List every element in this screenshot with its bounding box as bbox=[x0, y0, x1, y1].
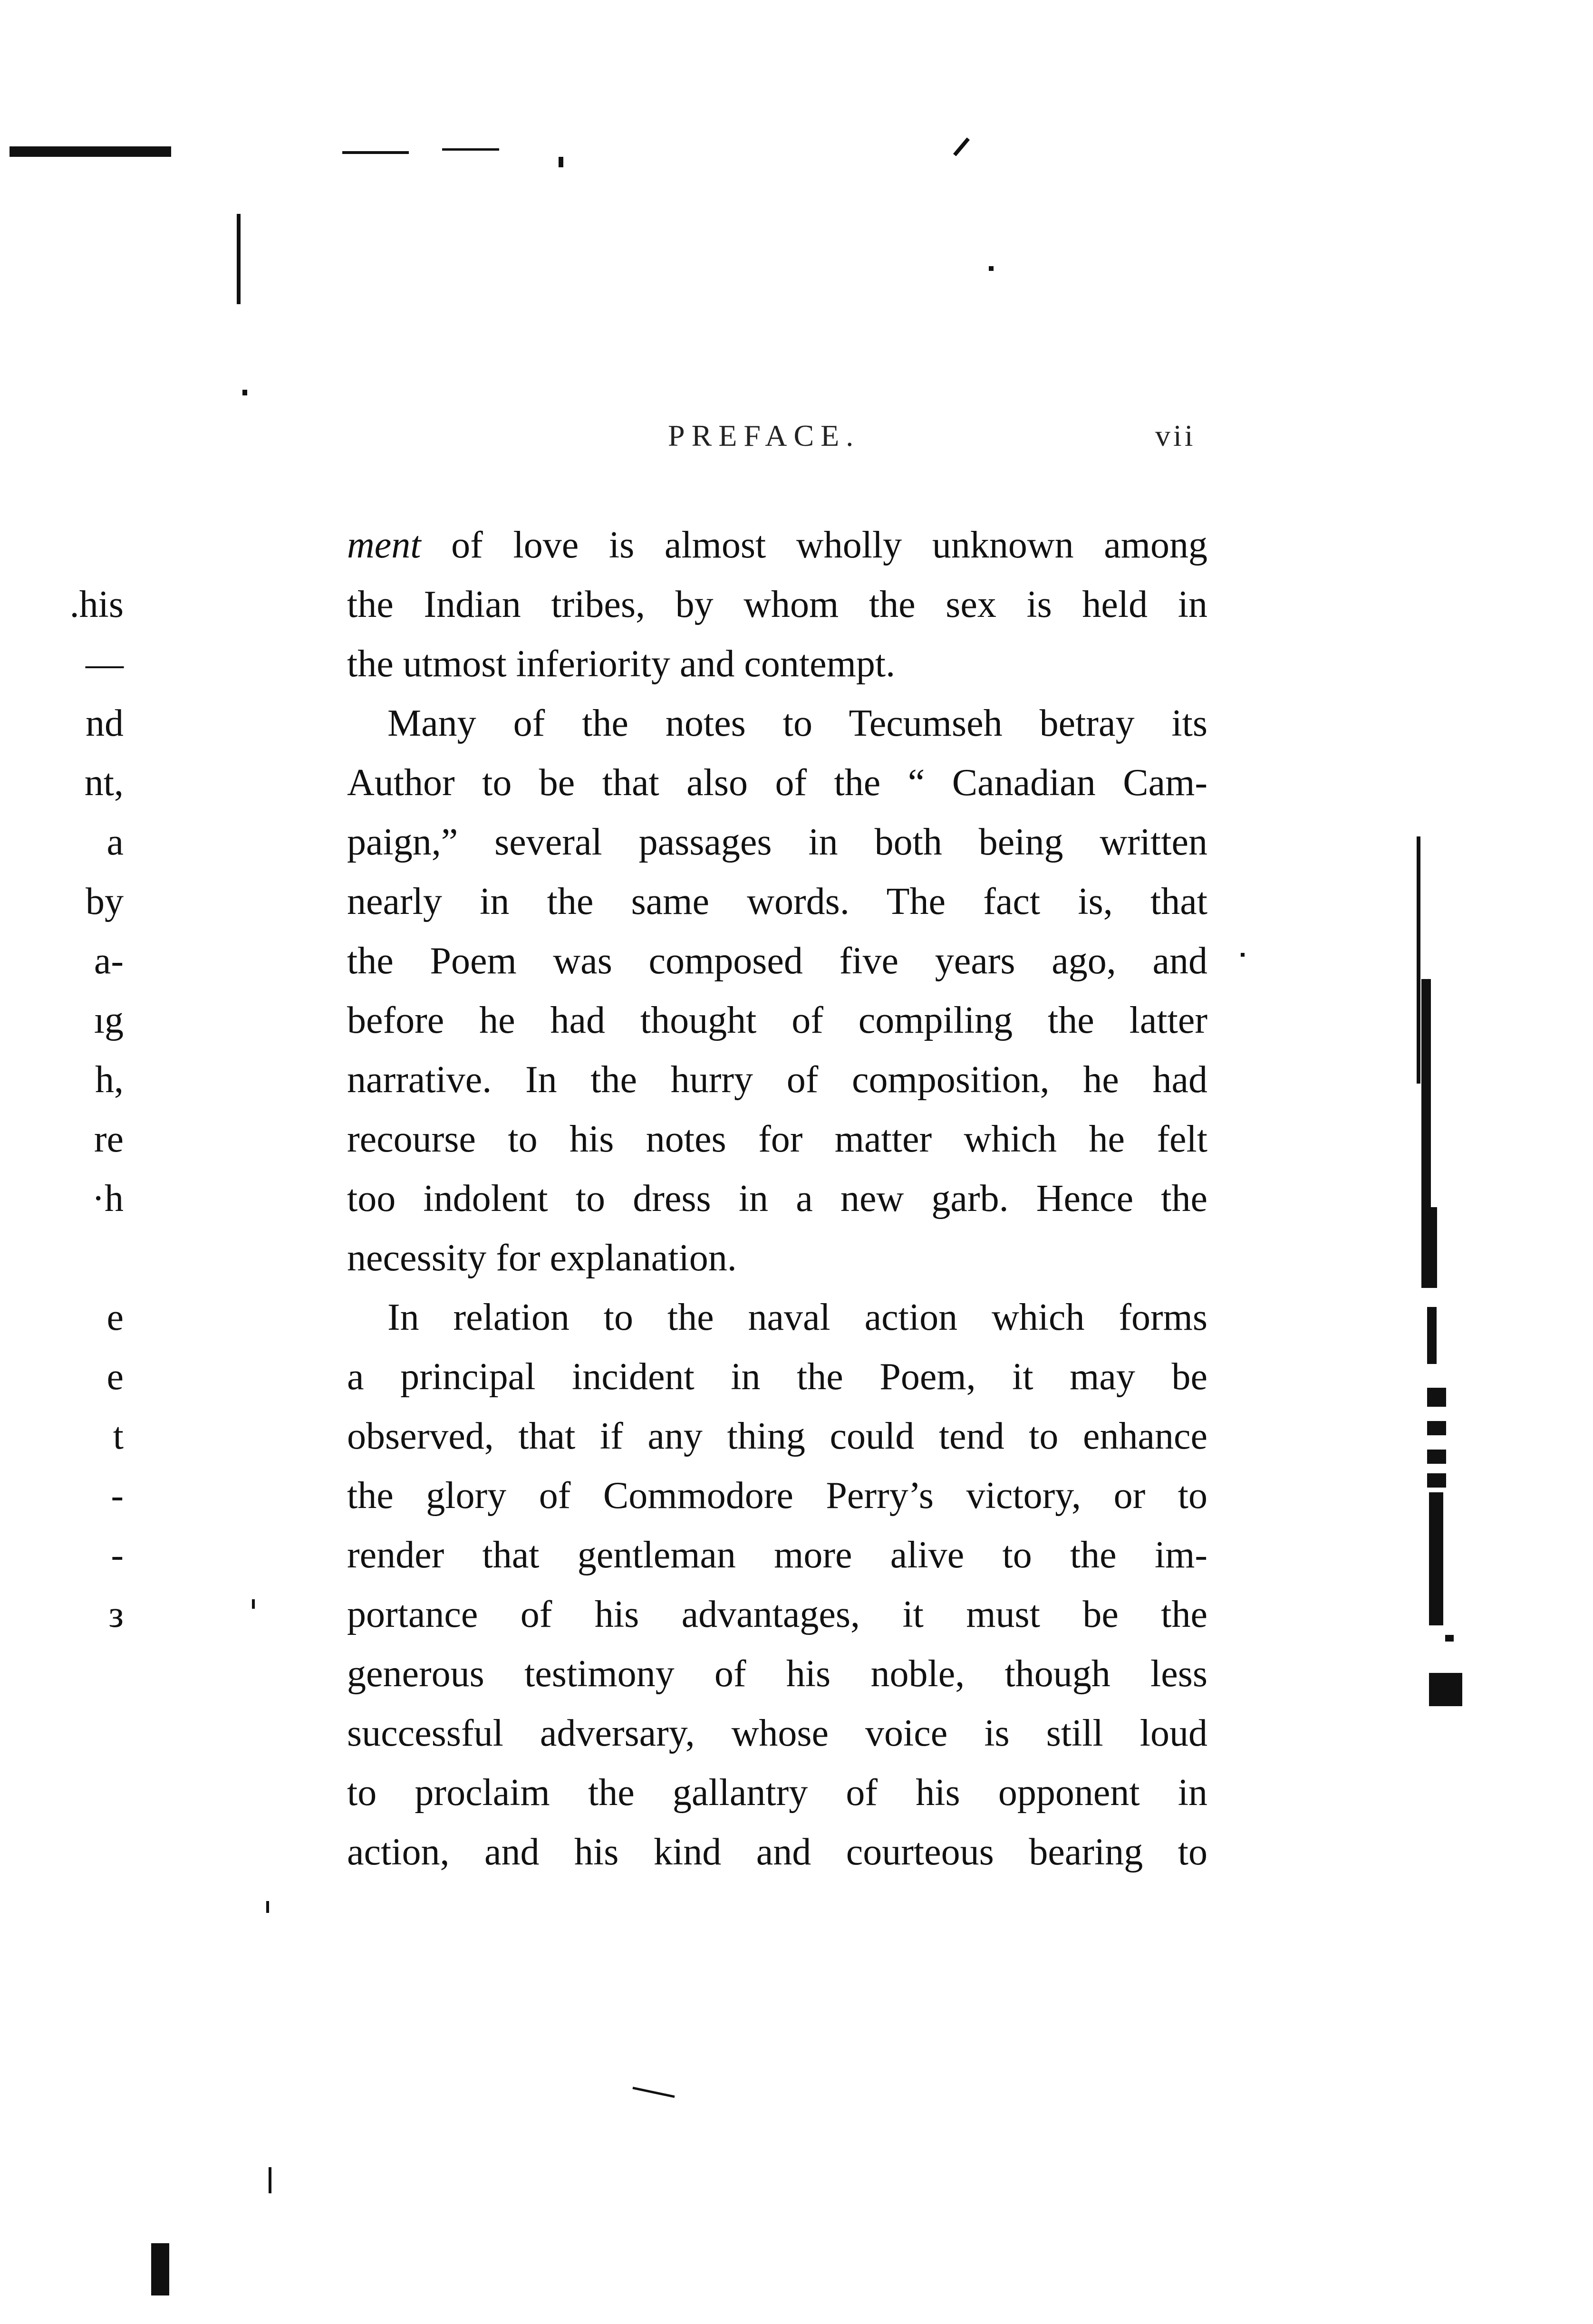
text-line: before he had thought of compiling the latter bbox=[347, 999, 1207, 1041]
scan-mark bbox=[1241, 953, 1245, 957]
bleed-fragment: by bbox=[86, 881, 124, 922]
scan-mark bbox=[242, 390, 247, 395]
text-line: too indolent to dress in a new garb. Hence the bbox=[347, 1178, 1207, 1220]
text-line: Author to be that also of the “ Canadian Cam- bbox=[347, 762, 1207, 804]
scan-mark bbox=[632, 2087, 675, 2098]
text-line: the Indian tribes, by whom the sex is held in bbox=[347, 584, 1207, 625]
text-line: the glory of Commodore Perry’s victory, or to bbox=[347, 1475, 1207, 1517]
text-line: the utmost inferiority and contempt. bbox=[347, 643, 896, 685]
bleed-fragment: - bbox=[111, 1475, 124, 1517]
text-line: necessity for explanation. bbox=[347, 1237, 737, 1279]
paragraph-first-line: Many of the notes to Tecumseh betray its bbox=[387, 702, 1207, 744]
bleed-fragment: a bbox=[106, 821, 124, 863]
text-line: generous testimony of his noble, though less bbox=[347, 1653, 1207, 1695]
scan-mark bbox=[237, 214, 241, 304]
bleed-fragment: — bbox=[86, 643, 124, 685]
scan-mark bbox=[559, 157, 563, 167]
italic-lead-word: ment bbox=[347, 524, 421, 566]
text-line: the Poem was composed five years ago, and bbox=[347, 940, 1207, 982]
text-line: portance of his advantages, it must be the bbox=[347, 1594, 1207, 1635]
paragraph-first-line: In relation to the naval action which forms bbox=[387, 1296, 1207, 1338]
bleed-fragment: nd bbox=[86, 702, 124, 744]
page-number: vii bbox=[1155, 419, 1196, 452]
text-line: ment of love is almost wholly unknown among bbox=[347, 524, 1207, 566]
bleed-fragment: nt, bbox=[84, 762, 124, 804]
scan-mark bbox=[953, 137, 970, 156]
scan-mark bbox=[442, 148, 499, 151]
bleed-fragment: .his bbox=[69, 584, 124, 625]
text-line: to proclaim the gallantry of his opponent in bbox=[347, 1772, 1207, 1814]
text-line: render that gentleman more alive to the im- bbox=[347, 1534, 1207, 1576]
scan-mark bbox=[269, 2167, 271, 2193]
body-text bbox=[347, 516, 1207, 1882]
scan-rule bbox=[10, 146, 171, 157]
bleed-fragment: e bbox=[106, 1296, 124, 1338]
scan-mark bbox=[342, 151, 409, 154]
page-header bbox=[0, 418, 1593, 471]
bleed-fragment: - bbox=[111, 1534, 124, 1576]
bleed-fragment: h, bbox=[95, 1059, 124, 1101]
bleed-fragment: e bbox=[106, 1356, 124, 1398]
text-line: successful adversary, whose voice is still loud bbox=[347, 1712, 1207, 1754]
scan-block bbox=[151, 2243, 169, 2295]
facing-page-bleed bbox=[29, 575, 124, 1644]
scan-mark bbox=[989, 266, 994, 271]
bleed-fragment: ıg bbox=[94, 999, 124, 1041]
text-line: narrative. In the hurry of composition, he had bbox=[347, 1059, 1207, 1101]
text-line: observed, that if any thing could tend to enhance bbox=[347, 1415, 1207, 1457]
bleed-fragment: ·h bbox=[92, 1178, 124, 1220]
bleed-fragment: a- bbox=[94, 940, 124, 982]
text-line: paign,” several passages in both being written bbox=[347, 821, 1207, 863]
running-head: PREFACE. bbox=[668, 419, 860, 452]
text-line: a principal incident in the Poem, it may be bbox=[347, 1356, 1207, 1398]
scan-mark bbox=[252, 1599, 255, 1609]
text-line: nearly in the same words. The fact is, that bbox=[347, 881, 1207, 922]
text-line: action, and his kind and courteous bearing to bbox=[347, 1831, 1207, 1873]
scan-mark bbox=[266, 1901, 269, 1913]
binding-edge-artifact bbox=[1407, 836, 1502, 1763]
bleed-fragment: з bbox=[108, 1594, 124, 1635]
bleed-fragment: t bbox=[113, 1415, 124, 1457]
bleed-fragment: re bbox=[94, 1118, 124, 1160]
bleed-fragment bbox=[29, 1229, 124, 1288]
text-line: recourse to his notes for matter which he felt bbox=[347, 1118, 1207, 1160]
